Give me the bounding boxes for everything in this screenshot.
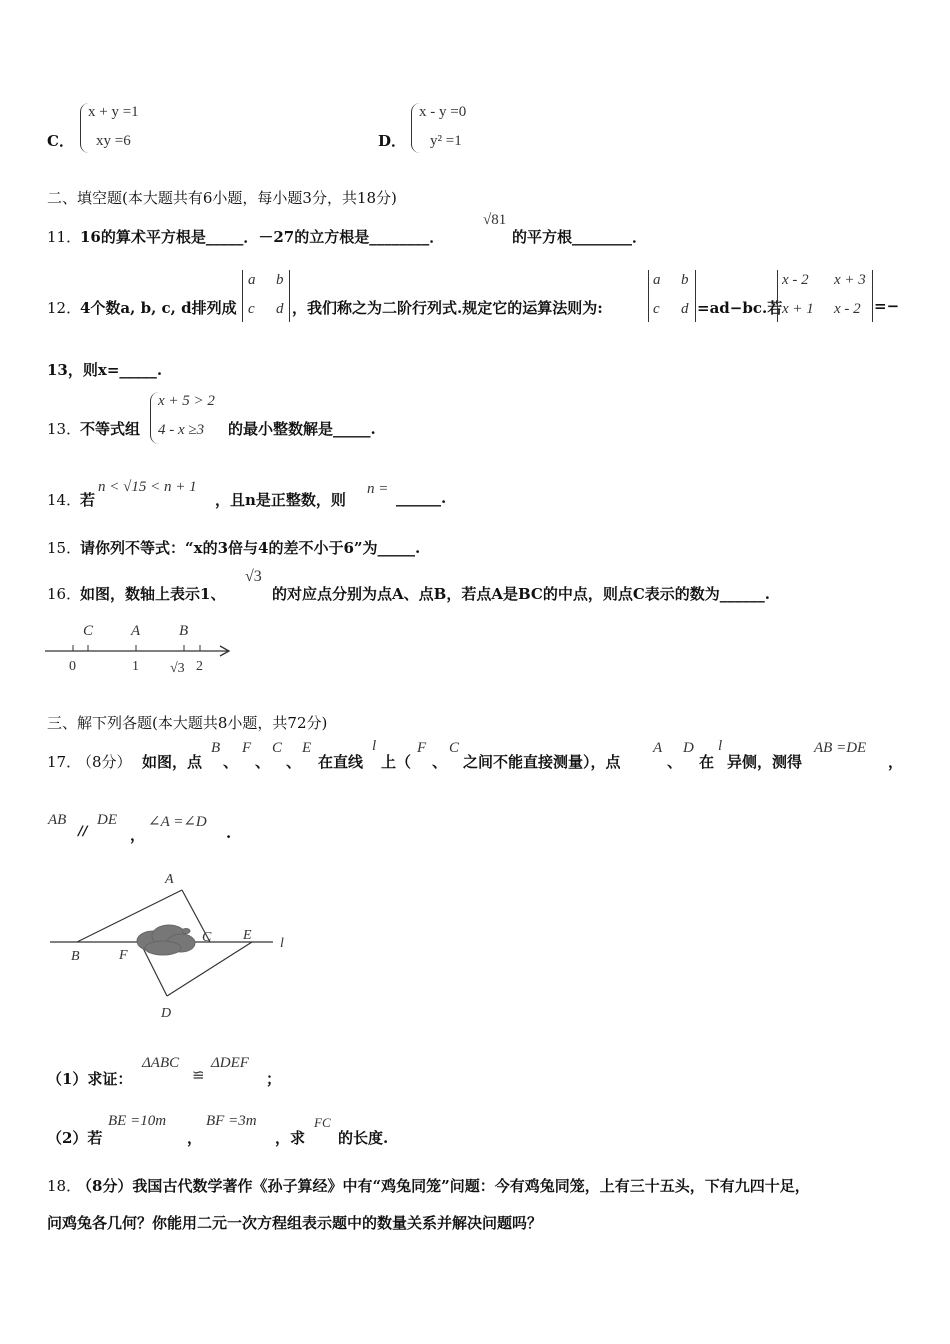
q17-comma-1: ，: [888, 753, 904, 771]
q17-1-label: （1）求证：: [47, 1070, 133, 1088]
q17-text1: 如图，点: [142, 753, 203, 771]
det-m12: x + 3: [834, 272, 866, 288]
q13-number: 13．: [47, 420, 82, 438]
q17-2-mid: ，求: [275, 1129, 306, 1147]
q17-1-triangle-abc: ΔABC: [142, 1055, 180, 1071]
q17-point-c: C: [272, 740, 283, 756]
q12-text2: ，我们称之为二阶行列式.规定它的运算法则为:: [292, 299, 603, 317]
q16-suffix: 的对应点分别为点A、点B，若点A是BC的中点，则点C表示的数为______.: [272, 585, 771, 603]
q17-ab: AB: [48, 812, 67, 828]
fig-label-a: A: [165, 872, 174, 887]
q17-point-c2: C: [449, 740, 460, 756]
q17-2-comma: ，: [187, 1129, 203, 1147]
q18-number: 18．: [47, 1177, 82, 1195]
q14-suffix: ______.: [396, 489, 447, 507]
q13-prefix: 不等式组: [80, 420, 141, 438]
q14-number: 14．: [47, 491, 82, 509]
label-2: 2: [196, 659, 203, 674]
q17-line-l: l: [372, 738, 377, 754]
q12-number: 12．: [47, 299, 82, 317]
q17-2-be: BE =10m: [108, 1113, 167, 1129]
option-d-eq1: x - y =0: [419, 104, 467, 120]
q17-point-f2: F: [417, 740, 427, 756]
label-sqrt3: √3: [170, 661, 185, 676]
q17-2-bf: BF =3m: [206, 1113, 257, 1129]
q17-point-e: E: [302, 740, 312, 756]
q17-parallel: //: [78, 824, 88, 839]
q12-continuation: 13，则x=_____.: [47, 361, 163, 379]
q17-1-triangle-def: ΔDEF: [211, 1055, 249, 1071]
q17-point-b: B: [211, 740, 221, 756]
q16-number: 16．: [47, 585, 82, 603]
q17-sep-2: 、: [255, 753, 271, 771]
q14-mid: ，且n是正整数，则: [215, 491, 346, 509]
fig-label-c: C: [202, 930, 212, 945]
q17-text6: 异侧，测得: [727, 753, 803, 771]
q11-radical: √81: [483, 212, 507, 228]
q17-2-fc: FC: [314, 1115, 331, 1130]
option-d-label: D．: [378, 132, 407, 150]
matrix-a: a: [248, 272, 256, 288]
q17-point-f: F: [242, 740, 252, 756]
q17-score: （8分）: [77, 753, 132, 771]
q11-part1: 16的算术平方根是_____．－27的立方根是________．: [80, 228, 445, 246]
section2-header: 二、填空题(本大题共有6小题，每小题3分，共18分): [47, 189, 397, 207]
matrix-b: b: [276, 272, 284, 288]
q18-line1: （8分）我国古代数学著作《孙子算经》中有“鸡兔同笼”问题：今有鸡兔同笼，上有三十五头，下有九四十足，: [77, 1177, 810, 1195]
q17-eq1: AB =DE: [814, 740, 867, 756]
q12-text3: =ad−bc.若: [697, 299, 783, 317]
label-b: B: [179, 623, 189, 639]
q15-text: 请你列不等式：“x的3倍与4的差不小于6”为_____.: [80, 539, 421, 557]
option-d-eq2: y² =1: [430, 133, 462, 149]
fig-label-b: B: [71, 949, 80, 964]
fig-label-e: E: [243, 928, 252, 943]
q13-suffix: 的最小整数解是_____.: [228, 420, 376, 438]
q17-1-congruent: ≌: [192, 1068, 205, 1084]
label-a: A: [131, 623, 141, 639]
q11-number: 11．: [47, 228, 82, 246]
q13-ineq2: 4 - x ≥3: [158, 422, 205, 438]
q16-prefix: 如图，数轴上表示1、: [80, 585, 226, 603]
q17-period: .: [226, 824, 232, 842]
q17-1-end: ；: [266, 1070, 282, 1088]
q11-part2: 的平方根________．: [512, 228, 648, 246]
q17-2-end: 的长度.: [338, 1129, 389, 1147]
q17-2-label: （2）若: [47, 1129, 103, 1147]
q14-expression: n < √15 < n + 1: [98, 479, 197, 495]
number-line-figure: [40, 618, 240, 680]
q17-de: DE: [97, 812, 117, 828]
q17-text3: 上（: [381, 753, 412, 771]
q17-eq2: ∠A =∠D: [148, 814, 207, 830]
q16-radical: √3: [245, 568, 262, 585]
q17-sep-4: 、: [432, 753, 448, 771]
label-1: 1: [132, 659, 139, 674]
q15-number: 15．: [47, 539, 82, 557]
option-c-label: C．: [47, 132, 74, 150]
q17-point-a: A: [653, 740, 663, 756]
det-m11: x - 2: [782, 272, 809, 288]
fig-label-d: D: [161, 1006, 172, 1021]
q17-text4: 之间不能直接测量），点: [463, 753, 621, 771]
option-c-eq1: x + y =1: [88, 104, 139, 120]
q14-prefix: 若: [80, 491, 96, 509]
q13-ineq1: x + 5 > 2: [158, 393, 215, 409]
q17-sep-3: 、: [286, 753, 302, 771]
figure-17: [45, 865, 305, 1025]
matrix-d: d: [276, 301, 284, 317]
matrix2-d: d: [681, 301, 689, 317]
cloud-obstacle: [137, 925, 195, 955]
q17-point-d: D: [683, 740, 694, 756]
q17-sep-5: 、: [667, 753, 683, 771]
q17-text5: 在: [699, 753, 715, 771]
det-m22: x - 2: [834, 301, 861, 317]
fig-label-f: F: [119, 948, 128, 963]
q18-line2: 问鸡兔各几何？你能用二元一次方程组表示题中的数量关系并解决问题吗？: [47, 1214, 543, 1232]
section3-header: 三、解下列各题(本大题共8小题，共72分): [47, 714, 328, 732]
q14-n-equals: n =: [367, 481, 389, 497]
matrix-c: c: [248, 301, 255, 317]
fig-label-l: l: [280, 936, 284, 951]
matrix2-c: c: [653, 301, 660, 317]
label-0: 0: [69, 659, 76, 674]
matrix2-b: b: [681, 272, 689, 288]
det-m21: x + 1: [782, 301, 814, 317]
q17-line-l2: l: [718, 738, 723, 754]
q17-number: 17．: [47, 753, 82, 771]
matrix2-a: a: [653, 272, 661, 288]
q17-sep-1: 、: [223, 753, 239, 771]
q17-text2: 在直线: [318, 753, 364, 771]
q17-comma-2: ，: [130, 826, 146, 844]
q12-text1: 4个数a, b, c, d排列成: [80, 299, 237, 317]
label-c: C: [83, 623, 94, 639]
option-c-eq2: xy =6: [96, 133, 131, 149]
q12-text4: =−: [874, 297, 900, 315]
